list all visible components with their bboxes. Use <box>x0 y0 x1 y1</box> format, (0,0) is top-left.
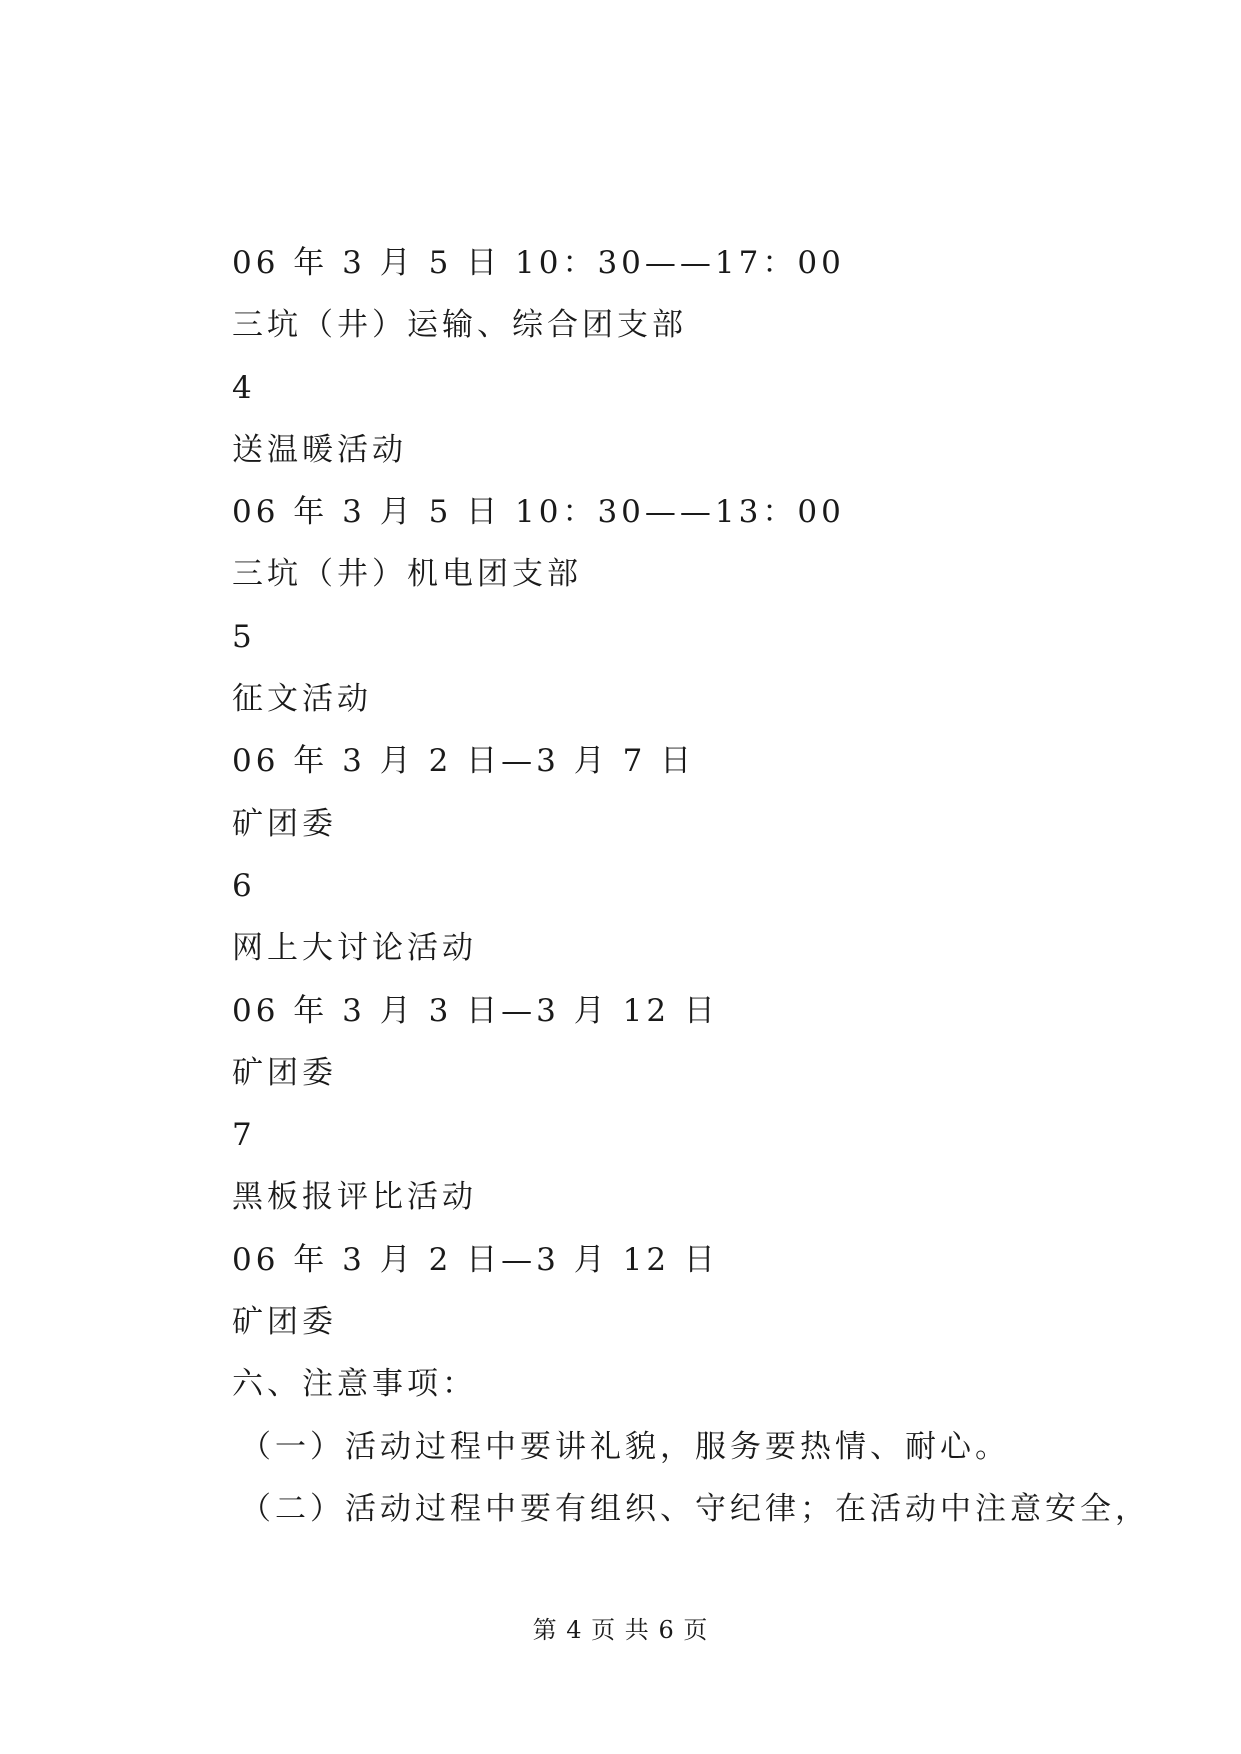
text-line: 06 年 3 月 5 日 10：30——13：00 <box>232 494 845 531</box>
text-line: 三坑（井）机电团支部 <box>232 556 582 593</box>
list-item: （二）活动过程中要有组织、守纪律；在活动中注意安全， <box>240 1490 1150 1527</box>
text-line: 4 <box>232 369 256 406</box>
text-line: 06 年 3 月 5 日 10：30——17：00 <box>232 245 845 281</box>
text-line: 黑板报评比活动 <box>232 1179 477 1216</box>
page-footer: 第 4 页 共 6 页 <box>532 1616 709 1644</box>
text-line: 网上大讨论活动 <box>232 930 477 967</box>
document-body <box>232 232 1150 1540</box>
text-line: 6 <box>232 867 256 904</box>
text-line: 送温暖活动 <box>232 431 407 468</box>
text-line: 7 <box>232 1117 256 1154</box>
text-line: 06 年 3 月 2 日—3 月 7 日 <box>232 743 696 780</box>
text-line: 矿团委 <box>232 805 337 842</box>
text-line: 5 <box>232 618 256 655</box>
text-line: 矿团委 <box>232 1304 337 1341</box>
section-heading: 六、注意事项： <box>232 1366 477 1403</box>
text-line: 矿团委 <box>232 1054 337 1091</box>
list-item: （一）活动过程中要讲礼貌，服务要热情、耐心。 <box>240 1428 1010 1465</box>
text-line: 06 年 3 月 2 日—3 月 12 日 <box>232 1241 719 1278</box>
text-line: 06 年 3 月 3 日—3 月 12 日 <box>232 992 719 1029</box>
text-line: 三坑（井）运输、综合团支部 <box>232 307 687 344</box>
text-line: 征文活动 <box>232 681 372 718</box>
